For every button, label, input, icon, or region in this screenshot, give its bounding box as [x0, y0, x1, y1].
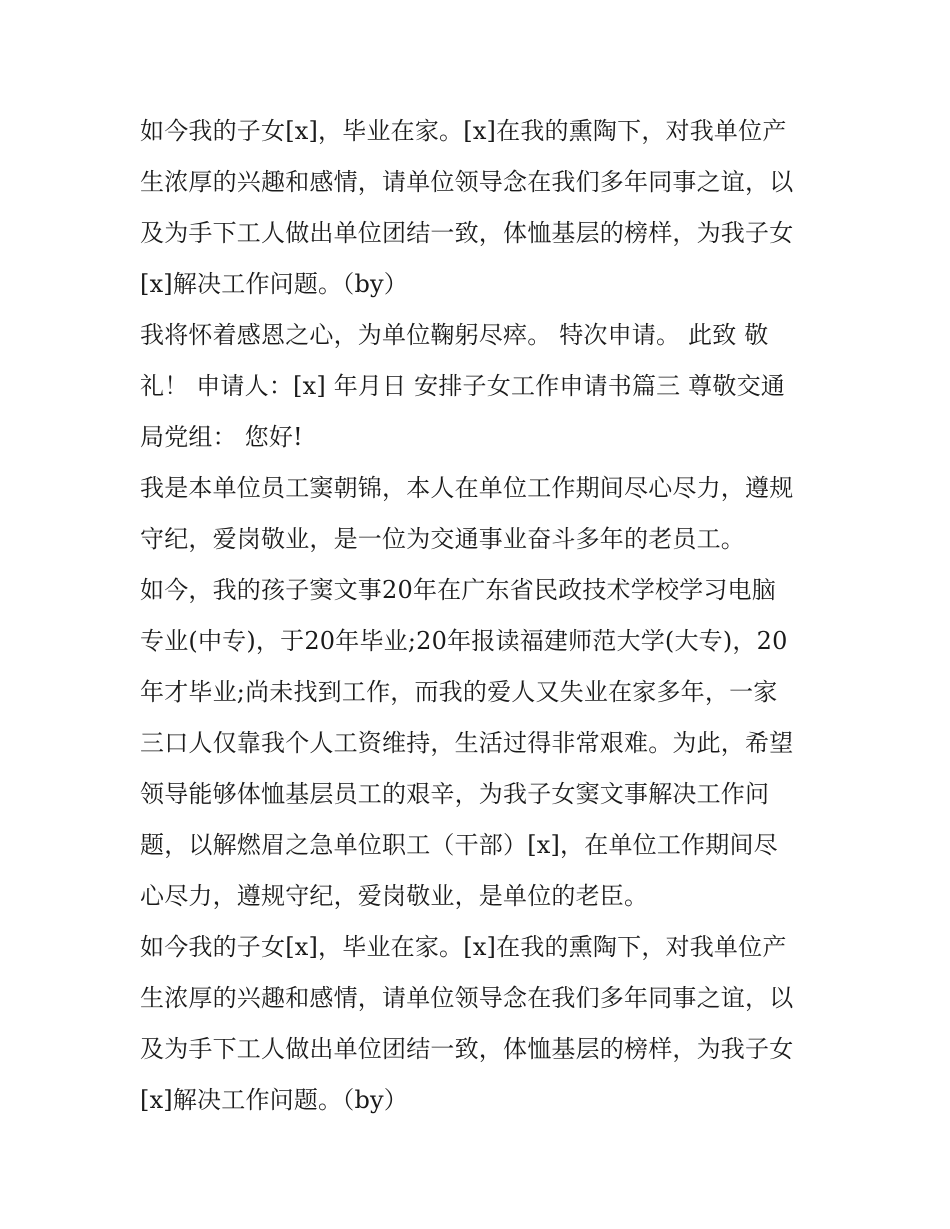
text-line: 如今我的子女[x]，毕业在家。[x]在我的熏陶下，对我单位产 — [140, 933, 787, 961]
text-line: 我将怀着感恩之心，为单位鞠躬尽瘁。 特次申请。 此致 敬 — [140, 321, 769, 349]
text-line: 礼！ 申请人：[x] 年月日 安排子女工作申请书篇三 尊敬交通 — [140, 372, 785, 400]
text-line: 专业(中专)，于20年毕业;20年报读福建师范大学(大专)，20 — [140, 627, 788, 655]
text-line: 生浓厚的兴趣和感情，请单位领导念在我们多年同事之谊，以 — [140, 168, 794, 196]
text-line: 局党组： 您好! — [140, 423, 303, 451]
paragraph-request-for-child-repeat — [140, 922, 820, 1126]
paragraph-self-introduction — [140, 463, 820, 565]
document-body — [140, 106, 820, 1126]
text-line: [x]解决工作问题。（by） — [140, 270, 408, 298]
text-line: 我是本单位员工窦朝锦，本人在单位工作期间尽心尽力，遵规 — [140, 474, 794, 502]
text-line: 心尽力，遵规守纪，爱岗敬业，是单位的老臣。 — [140, 882, 649, 910]
text-line: 如今我的子女[x]，毕业在家。[x]在我的熏陶下，对我单位产 — [140, 117, 787, 145]
text-line: 及为手下工人做出单位团结一致，体恤基层的榜样，为我子女 — [140, 219, 794, 247]
paragraph-family-situation — [140, 565, 820, 922]
paragraph-closing-and-next-letter — [140, 310, 820, 463]
text-line: [x]解决工作问题。（by） — [140, 1086, 408, 1114]
text-line: 及为手下工人做出单位团结一致，体恤基层的榜样，为我子女 — [140, 1035, 794, 1063]
text-line: 如今，我的孩子窦文事20年在广东省民政技术学校学习电脑 — [140, 576, 776, 604]
text-line: 领导能够体恤基层员工的艰辛，为我子女窦文事解决工作问 — [140, 780, 770, 808]
text-line: 生浓厚的兴趣和感情，请单位领导念在我们多年同事之谊，以 — [140, 984, 794, 1012]
text-line: 题，以解燃眉之急单位职工（干部）[x]，在单位工作期间尽 — [140, 831, 778, 859]
text-line: 守纪，爱岗敬业，是一位为交通事业奋斗多年的老员工。 — [140, 525, 745, 553]
paragraph-request-for-child — [140, 106, 820, 310]
text-line: 年才毕业;尚未找到工作，而我的爱人又失业在家多年，一家 — [140, 678, 778, 706]
text-line: 三口人仅靠我个人工资维持，生活过得非常艰难。为此，希望 — [140, 729, 794, 757]
